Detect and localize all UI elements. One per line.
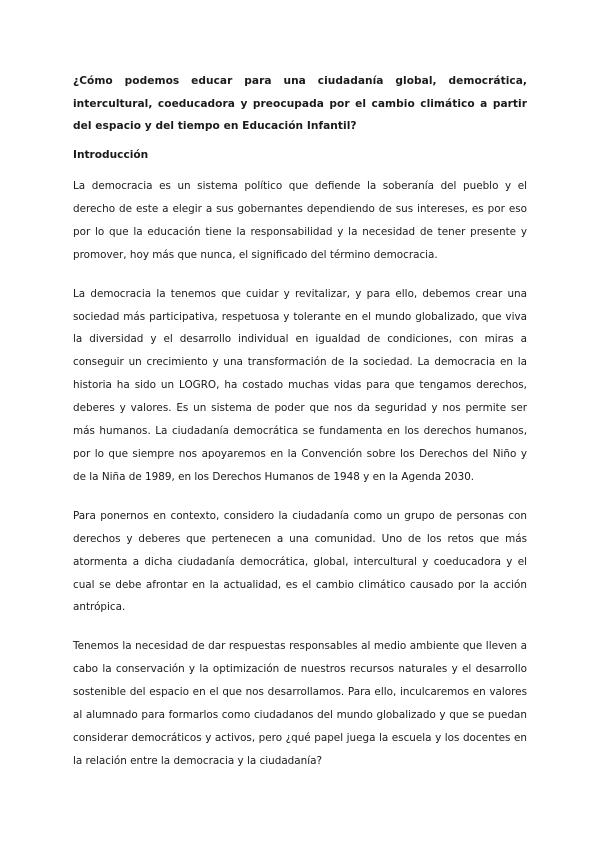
section-heading: Introducción: [73, 148, 149, 161]
paragraph-2: La democracia la tenemos que cuidar y revitalizar, y para ello, debemos crear una sociedad más participativa, respetuosa y tolerante en el mundo globalizado, que viva la diversidad y el desarrollo individual en igualdad de condiciones, con miras a conseguir un crecimiento y una transformación de la sociedad. La democracia en la historia ha sido un LOGRO, ha costado muchas vidas para que tengamos derechos, deberes y valores. Es un sistema de poder que nos da seguridad y nos permite ser más humanos. La ciudadanía democrática se fundamenta en los derechos humanos, por lo que siempre nos apoyaremos en la Convención sobre los Derechos del Niño y de la Niña de 1989, en los Derechos Humanos de 1948 y en la Agenda 2030.: [73, 287, 527, 483]
document-body: [73, 70, 527, 773]
document-title: ¿Cómo podemos educar para una ciudadanía global, democrática, intercultural, coeducadora y preocupada por el cambio climático a partir del espacio y del tiempo en Educación Infantil?: [73, 75, 527, 132]
paragraph-4: Tenemos la necesidad de dar respuestas responsables al medio ambiente que lleven a cabo la conservación y la optimización de nuestros recursos naturales y el desarrollo sostenible del espacio en el que nos desarrollamos. Para ello, inculcaremos en valores al alumnado para formarlos como ciudadanos del mundo globalizado y que se puedan considerar democráticos y activos, pero ¿qué papel juega la escuela y los docentes en la relación entre la democracia y la ciudadanía?: [73, 640, 527, 767]
paragraph-1: La democracia es un sistema político que defiende la soberanía del pueblo y el derecho de este a elegir a sus gobernantes dependiendo de sus intereses, es por eso por lo que la educación tiene la responsabilidad y la necesidad de tener presente y promover, hoy más que nunca, el significado del término democracia.: [73, 180, 527, 261]
paragraph-3: Para ponernos en contexto, considero la ciudadanía como un grupo de personas con derechos y deberes que pertenecen a una comunidad. Uno de los retos que más atormenta a dicha ciudadanía democrática, global, intercultural y coeducadora y el cual se debe afrontar en la actualidad, es el cambio climático causado por la acción antrópica.: [73, 509, 527, 614]
